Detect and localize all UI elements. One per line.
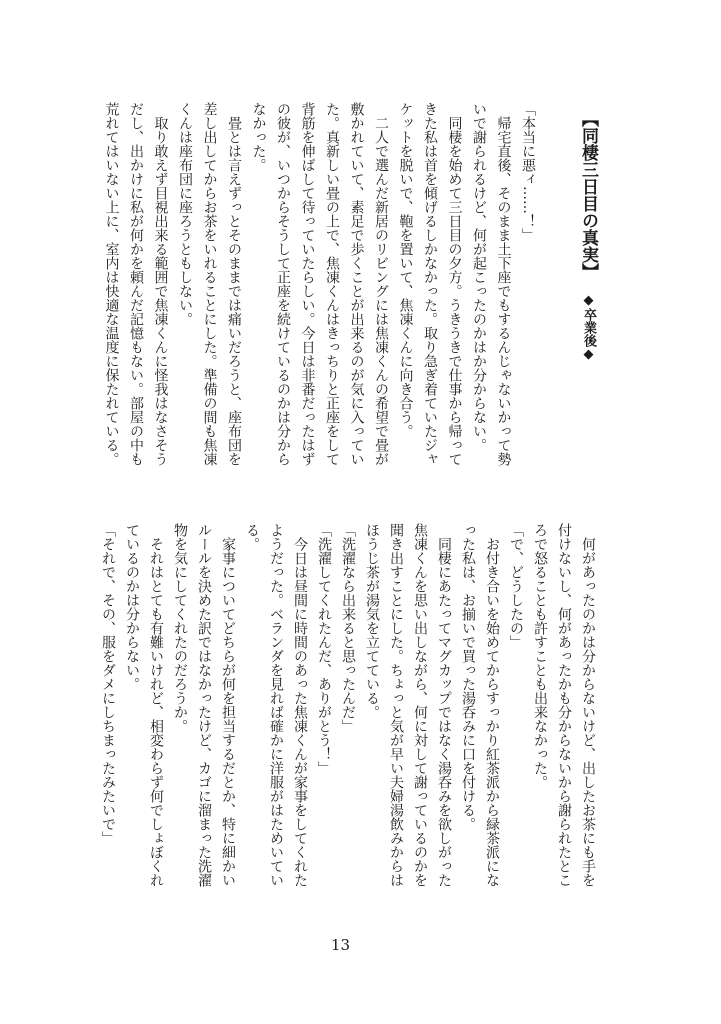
text-block-top xyxy=(99,102,540,466)
chapter-title-block xyxy=(576,110,600,500)
chapter-title: 【同棲三日目の真実】 xyxy=(578,110,598,280)
paragraph: 今日は昼間に時間のあった焦凍くんが家事をしてくれたようだった。ベランダを見れば確かに洋服がはためいている。 xyxy=(244,523,308,887)
paragraph: 同棲を始めて三日目の夕方。うきうきで仕事から帰ってきた私は首を傾げるしかなかった。取り急ぎ着ていたジャケットを脱いで、鞄を置いて、焦凍くんに向き合う。 xyxy=(397,102,463,466)
paragraph: 取り敢えず目視出来る範囲で焦凍くんに怪我はなさそうだし、出かけに私が何かを頼んだ記憶もない。部屋の中も荒れてはいない上に、室内は快適な温度に保たれている。 xyxy=(103,102,169,466)
paragraph: それはとても有難いけれど、相変わらず何でしょぼくれているのかは分からない。 xyxy=(124,523,164,887)
paragraph: 同棲にあたってマグカップではなく湯呑みを欲しがった焦凍くんを思い出しながら、何に対して謝っているのかを聞き出すことにした。ちょっと気が早い夫婦湯飲みからはほうじ茶が湯気を立てている。 xyxy=(364,523,452,887)
chapter-subtitle: ◆卒業後◆ xyxy=(581,293,596,362)
paragraph: お付き合いを始めてからすっかり紅茶派から緑茶派になった私は、お揃いで買った湯呑みに口を付ける。 xyxy=(460,523,500,887)
paragraph: 「それで、その、服をダメにしちまったみたいで」 xyxy=(100,523,116,845)
paragraph: 家事についてどちらが何を担当するだとか、特に細かいルールを決めた訳ではなかったけど、カゴに溜まった洗濯物を気にしてくれたのだろうか。 xyxy=(172,523,236,887)
paragraph: 「本当に悪ィ……！」 xyxy=(520,102,536,242)
paragraph: 「で、どうしたの」 xyxy=(508,523,524,649)
text-block-bottom xyxy=(96,523,600,887)
page-number: 13 xyxy=(330,936,351,954)
paragraph: 何があったのかは分からないけど、出したお茶にも手を付けないし、何があったかも分からないから謝られたところで怒ることも許すことも出来なかった。 xyxy=(532,523,596,887)
paragraph: 「洗濯してくれたんだ、ありがとう！」 xyxy=(316,523,332,775)
paragraph: 二人で選んだ新居のリビングには焦凍くんの希望で畳が敷かれていて、素足で歩くことが出来るのが気に入っていた。真新しい畳の上で、焦凍くんはきっちりと正座をして背筋を伸ばして待っていたらしい。今日は非番だったはずの彼が、いつからそうして正座を続けているのかは分からなかった。 xyxy=(250,102,389,466)
paragraph: 畳とは言えずっとそのままでは痛いだろうと、座布団を差し出してからお茶をいれることにした。準備の間も焦凍くんは座布団に座ろうともしない。 xyxy=(177,102,242,466)
paragraph: 「洗濯なら出来ると思ったんだ」 xyxy=(340,523,356,733)
paragraph: 帰宅直後、そのまま土下座でもするんじゃないかって勢いで謝られるけど、何が起こったのかはか分からない。 xyxy=(471,102,512,466)
